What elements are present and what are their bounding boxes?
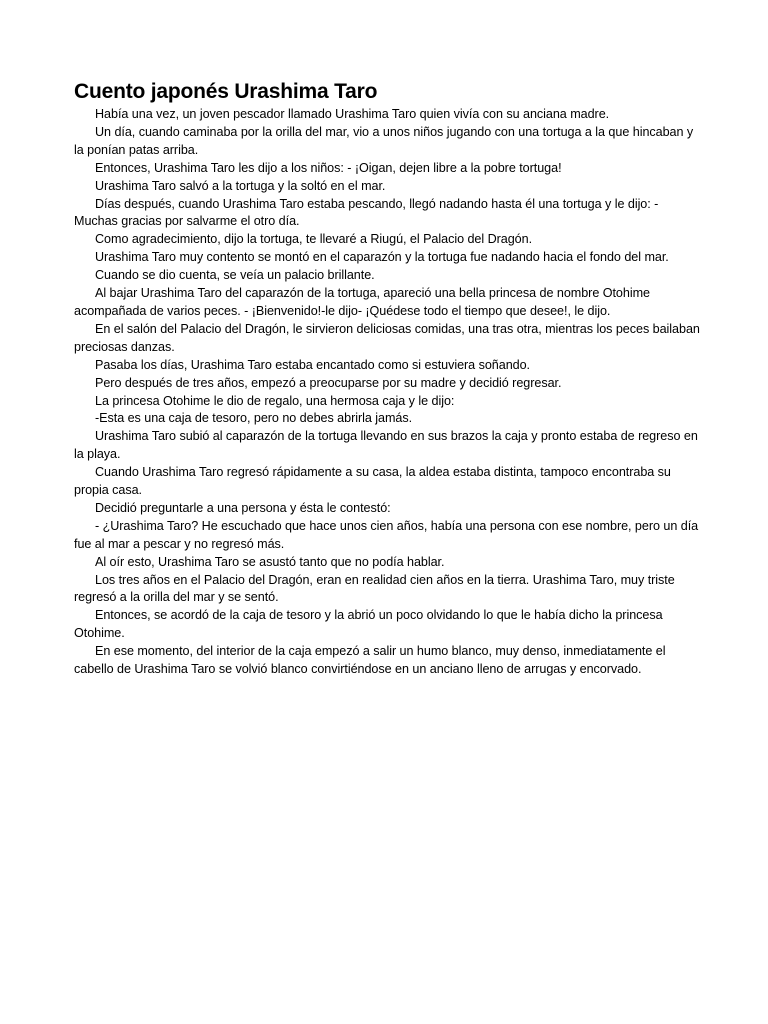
paragraph: Los tres años en el Palacio del Dragón, eran en realidad cien años en la tierra. Urashima Taro, muy triste regresó a la orilla del mar y se sentó. <box>74 572 675 605</box>
paragraph: Decidió preguntarle a una persona y ésta le contestó: <box>95 500 391 515</box>
paragraph: Pero después de tres años, empezó a preocuparse por su madre y decidió regresar. <box>95 375 562 390</box>
paragraph: Pasaba los días, Urashima Taro estaba encantado como si estuviera soñando. <box>95 357 531 372</box>
paragraph: Urashima Taro salvó a la tortuga y la soltó en el mar. <box>95 178 386 193</box>
document-page <box>74 79 702 679</box>
paragraph: Urashima Taro subió al caparazón de la tortuga llevando en sus brazos la caja y pronto estaba de regreso en la playa. <box>74 429 698 462</box>
paragraph: Entonces, Urashima Taro les dijo a los niños: - ¡Oigan, dejen libre a la pobre tortuga! <box>95 160 562 175</box>
paragraph: - ¿Urashima Taro? He escuchado que hace unos cien años, había una persona con ese nombre, pero un día fue al mar a pescar y no regresó más. <box>74 518 699 551</box>
paragraph: La princesa Otohime le dio de regalo, una hermosa caja y le dijo: <box>95 393 455 408</box>
story-body <box>74 106 702 679</box>
paragraph: Había una vez, un joven pescador llamado Urashima Taro quien vivía con su anciana madre. <box>95 107 610 121</box>
paragraph: Urashima Taro muy contento se montó en el caparazón y la tortuga fue nadando hacia el fondo del mar. <box>95 250 669 265</box>
paragraph: En el salón del Palacio del Dragón, le sirvieron deliciosas comidas, una tras otra, mientras los peces bailaban preciosas danzas. <box>74 321 700 354</box>
paragraph: Días después, cuando Urashima Taro estaba pescando, llegó nadando hasta él una tortuga y le dijo: -Muchas gracias por salvarme el otro día. <box>74 196 659 229</box>
document-title: Cuento japonés Urashima Taro <box>74 80 378 103</box>
paragraph: -Esta es una caja de tesoro, pero no debes abrirla jamás. <box>95 411 413 426</box>
paragraph: Cuando se dio cuenta, se veía un palacio brillante. <box>95 268 375 283</box>
paragraph: Cuando Urashima Taro regresó rápidamente a su casa, la aldea estaba distinta, tampoco encontraba su propia casa. <box>74 465 671 498</box>
paragraph: En ese momento, del interior de la caja empezó a salir un humo blanco, muy denso, inmediatamente el cabello de Urashima Taro se volvió blanco convirtiéndose en un anciano lleno de arrugas y encorvado. <box>74 644 666 677</box>
paragraph: Al oír esto, Urashima Taro se asustó tanto que no podía hablar. <box>95 554 445 569</box>
paragraph: Un día, cuando caminaba por la orilla del mar, vio a unos niños jugando con una tortuga a la que hincaban y la ponían patas arriba. <box>74 124 694 157</box>
paragraph: Al bajar Urashima Taro del caparazón de la tortuga, apareció una bella princesa de nombre Otohime acompañada de varios peces. - ¡Bienvenido!-le dijo- ¡Quédese todo el tiempo que desee!, le dijo. <box>74 286 650 318</box>
paragraph: Como agradecimiento, dijo la tortuga, te llevaré a Riugú, el Palacio del Dragón. <box>95 232 533 247</box>
paragraph: Entonces, se acordó de la caja de tesoro y la abrió un poco olvidando lo que le había dicho la princesa Otohime. <box>74 608 663 641</box>
